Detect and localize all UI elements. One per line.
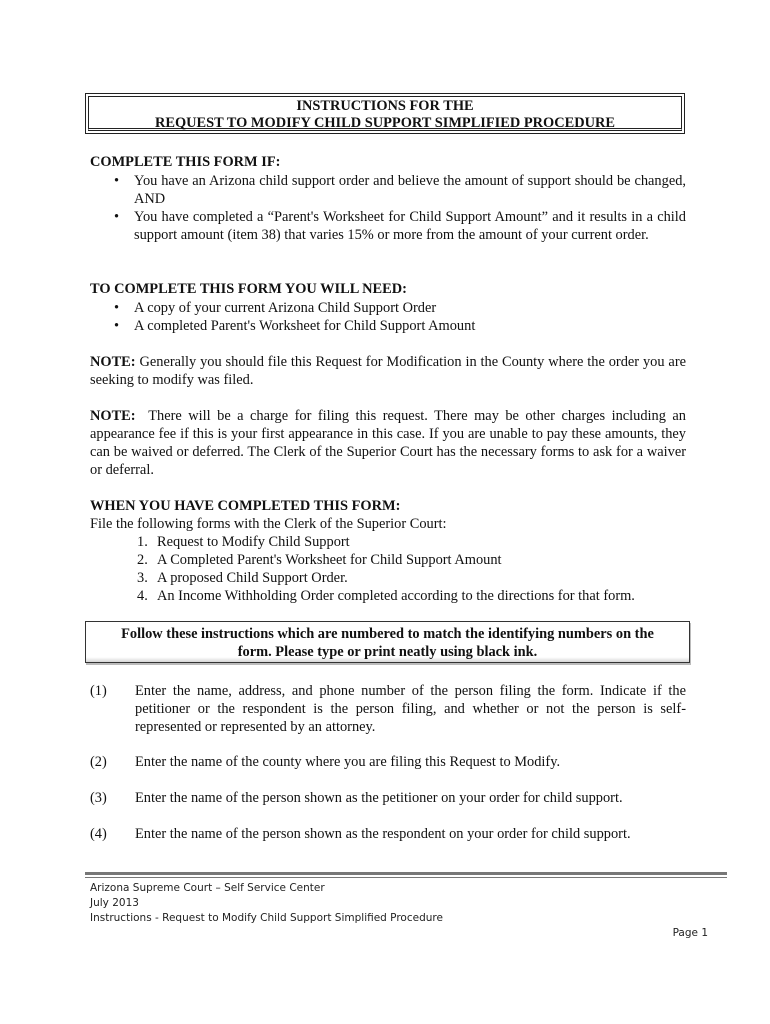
instructions-callout-box	[85, 621, 690, 663]
complete-if-heading: COMPLETE THIS FORM IF:	[90, 154, 281, 170]
list-text: An Income Withholding Order completed according to the directions for that form.	[157, 588, 635, 604]
instruction-step-1	[90, 682, 686, 736]
list-item	[90, 551, 686, 569]
footer-organization: Arizona Supreme Court – Self Service Center	[90, 882, 325, 894]
complete-if-list	[90, 172, 686, 244]
list-text: A Completed Parent's Worksheet for Child Support Amount	[157, 552, 502, 568]
title-line-1: INSTRUCTIONS FOR THE	[296, 98, 474, 114]
when-completed-intro: File the following forms with the Clerk of the Superior Court:	[90, 516, 447, 532]
instruction-step-2	[90, 753, 686, 771]
note-label: NOTE:	[90, 354, 136, 370]
title-box	[85, 93, 685, 134]
instruction-step-3	[90, 789, 686, 807]
list-item: • You have an Arizona child support order and believe the amount of support should be changed, AND	[90, 172, 686, 208]
step-number: (1)	[90, 683, 107, 699]
list-item: • A completed Parent's Worksheet for Child Support Amount	[90, 317, 686, 335]
page-number: Page 1	[672, 927, 708, 939]
list-item	[90, 533, 686, 551]
note-text: Generally you should file this Request for Modification in the County where the order you are seeking to modify was filed.	[90, 354, 686, 388]
list-text: A proposed Child Support Order.	[157, 570, 348, 586]
step-text: Enter the name of the person shown as the respondent on your order for child support.	[135, 826, 631, 842]
list-number: 3.	[137, 570, 148, 586]
footer-divider	[85, 877, 727, 878]
note-text: There will be a charge for filing this request. There may be other charges including an appearance fee if this is your first appearance in this case. If you are unable to pay these amounts, they can be waived or deferred. The Clerk of the Superior Court has the necessary forms to ask for a waiver or deferral.	[90, 408, 686, 478]
list-item	[90, 587, 686, 605]
will-need-list	[90, 299, 686, 335]
note-paragraph-1	[90, 353, 686, 389]
step-text: Enter the name of the person shown as the petitioner on your order for child support.	[135, 790, 623, 806]
list-number: 4.	[137, 588, 148, 604]
note-label: NOTE:	[90, 408, 136, 424]
step-text: Enter the name, address, and phone number of the person filing the form. Indicate if the petitioner or the respondent is the person filing, and whether or not the person is self-represented or represented by an attorney.	[135, 683, 686, 735]
footer-date: July 2013	[90, 897, 139, 909]
list-number: 2.	[137, 552, 148, 568]
list-number: 1.	[137, 534, 148, 550]
callout-line-1: Follow these instructions which are numbered to match the identifying numbers on the	[121, 626, 654, 642]
footer-divider	[85, 872, 727, 875]
list-item: • A copy of your current Arizona Child Support Order	[90, 299, 686, 317]
title-line-2: REQUEST TO MODIFY CHILD SUPPORT SIMPLIFIED PROCEDURE	[154, 115, 616, 131]
forms-to-file-list	[90, 533, 686, 605]
list-text: Request to Modify Child Support	[157, 534, 350, 550]
instruction-step-4	[90, 825, 686, 843]
footer-document-name: Instructions - Request to Modify Child Support Simplified Procedure	[90, 912, 443, 924]
step-number: (3)	[90, 790, 107, 806]
note-paragraph-2	[90, 407, 686, 479]
will-need-heading: TO COMPLETE THIS FORM YOU WILL NEED:	[90, 281, 407, 297]
callout-line-2: form. Please type or print neatly using black ink.	[237, 644, 538, 660]
when-completed-heading: WHEN YOU HAVE COMPLETED THIS FORM:	[90, 498, 401, 514]
step-text: Enter the name of the county where you are filing this Request to Modify.	[135, 754, 561, 770]
step-number: (2)	[90, 754, 107, 770]
list-item	[90, 569, 686, 587]
document-title	[88, 96, 682, 131]
list-item: • You have completed a “Parent's Worksheet for Child Support Amount” and it results in a child support amount (item 38) that varies 15% or more from the amount of your current order.	[90, 208, 686, 244]
step-number: (4)	[90, 826, 107, 842]
